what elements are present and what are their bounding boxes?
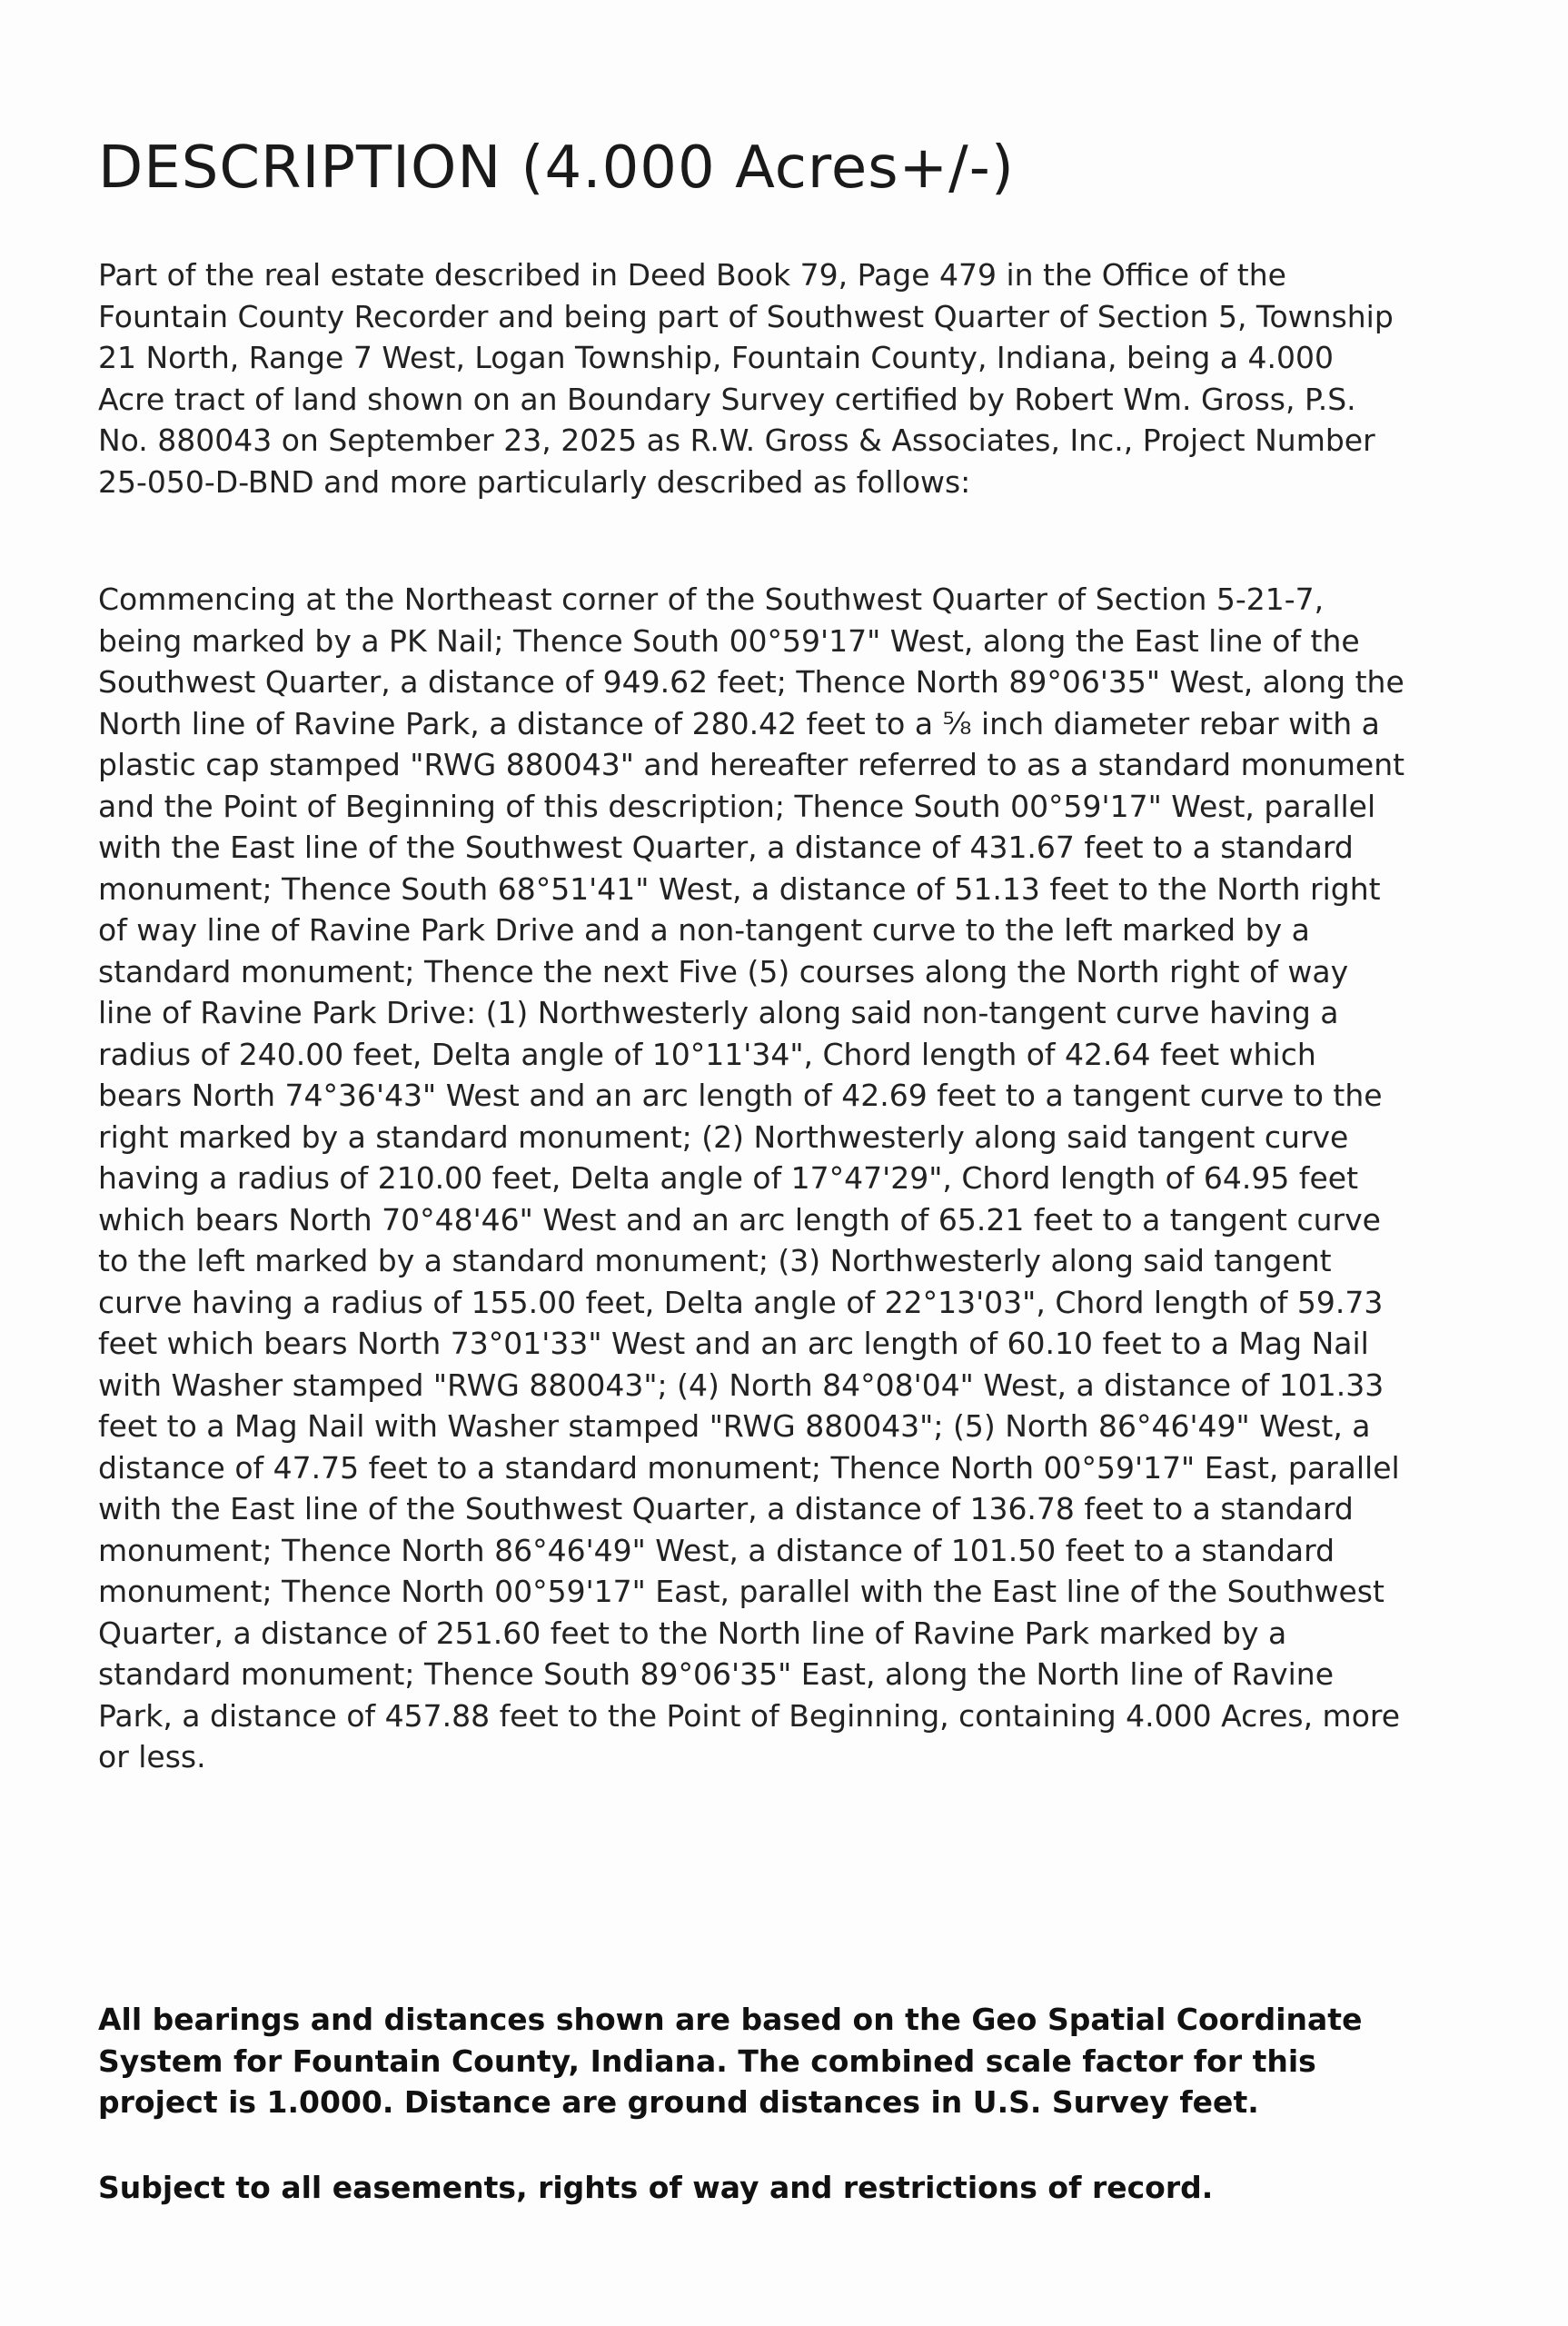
intro-paragraph: Part of the real estate described in Deed Book 79, Page 479 in the Office of the Fountain County Recorder and being part of Southwest Quarter of Section 5, Township 21 North, Range 7 West, Logan Township, Fountain County, Indiana, being a 4.000 Acre tract of land shown on an Boundary Survey certified by Robert Wm. Gross, P.S. No. 880043 on September 23, 2025 as R.W. Gross & Associates, Inc., Project Number 25-050-D-BND and more particularly described as follows: [98,257,1394,500]
metes-and-bounds-paragraph: Commencing at the Northeast corner of the Southwest Quarter of Section 5-21-7, being marked by a PK Nail; Thence South 00°59'17" West, along the East line of the Southwest Quarter, a distance of 949.62 feet; Thence North 89°06'35" West, along the North line of Ravine Park, a distance of 280.42 feet to a ⅝ inch diameter rebar with a plastic cap stamped "RWG 880043" and hereafter referred to as a standard monument and the Point of Beginning of this description; Thence South 00°59'17" West, parallel with the East line of the Southwest Quarter, a distance of 431.67 feet to a standard monument; Thence South 68°51'41" West, a distance of 51.13 feet to the North right of way line of Ravine Park Drive and a non-tangent curve to the left marked by a standard monument; Thence the next Five (5) courses along the North right of way line of Ravine Park Drive: (1) Northwesterly along said non-tangent curve having a radius of 240.00 feet, Delta angle of 10°11'34", Chord length of 42.64 feet which bears North 74°36'43" West and an arc length of 42.69 feet to a tangent curve to the right marked by a standard monument; (2) Northwesterly along said tangent curve having a radius of 210.00 feet, Delta angle of 17°47'29", Chord length of 64.95 feet which bears North 70°48'46" West and an arc length of 65.21 feet to a tangent curve to the left marked by a standard monument; (3) Northwesterly along said tangent curve having a radius of 155.00 feet, Delta angle of 22°13'03", Chord length of 59.73 feet which bears North 73°01'33" West and an arc length of 60.10 feet to a Mag Nail with Washer stamped "RWG 880043"; (4) North 84°08'04" West, a distance of 101.33 feet to a Mag Nail with Washer stamped "RWG 880043"; (5) North 86°46'49" West, a distance of 47.75 feet to a standard monument; Thence North 00°59'17" East, parallel with the East line of the Southwest Quarter, a distance of 136.78 feet to a standard monument; Thence North 86°46'49" West, a distance of 101.50 feet to a standard monument; Thence North 00°59'17" East, parallel with the East line of the Southwest Quarter, a distance of 251.60 feet to the North line of Ravine Park marked by a standard monument; Thence South 89°06'35" East, along the North line of Ravine Park, a distance of 457.88 feet to the Point of Beginning, containing 4.000 Acres, more or less. [98,582,1405,1774]
subject-to-paragraph: Subject to all easements, rights of way and restrictions of record. [98,2170,1214,2205]
basis-of-bearings-paragraph: All bearings and distances shown are based on the Geo Spatial Coordinate System for Fountain County, Indiana. The combined scale factor for this project is 1.0000. Distance are ground distances in U.S. Survey feet. [98,2002,1363,2120]
page-title: DESCRIPTION (4.000 Acres+/-) [98,134,1015,202]
